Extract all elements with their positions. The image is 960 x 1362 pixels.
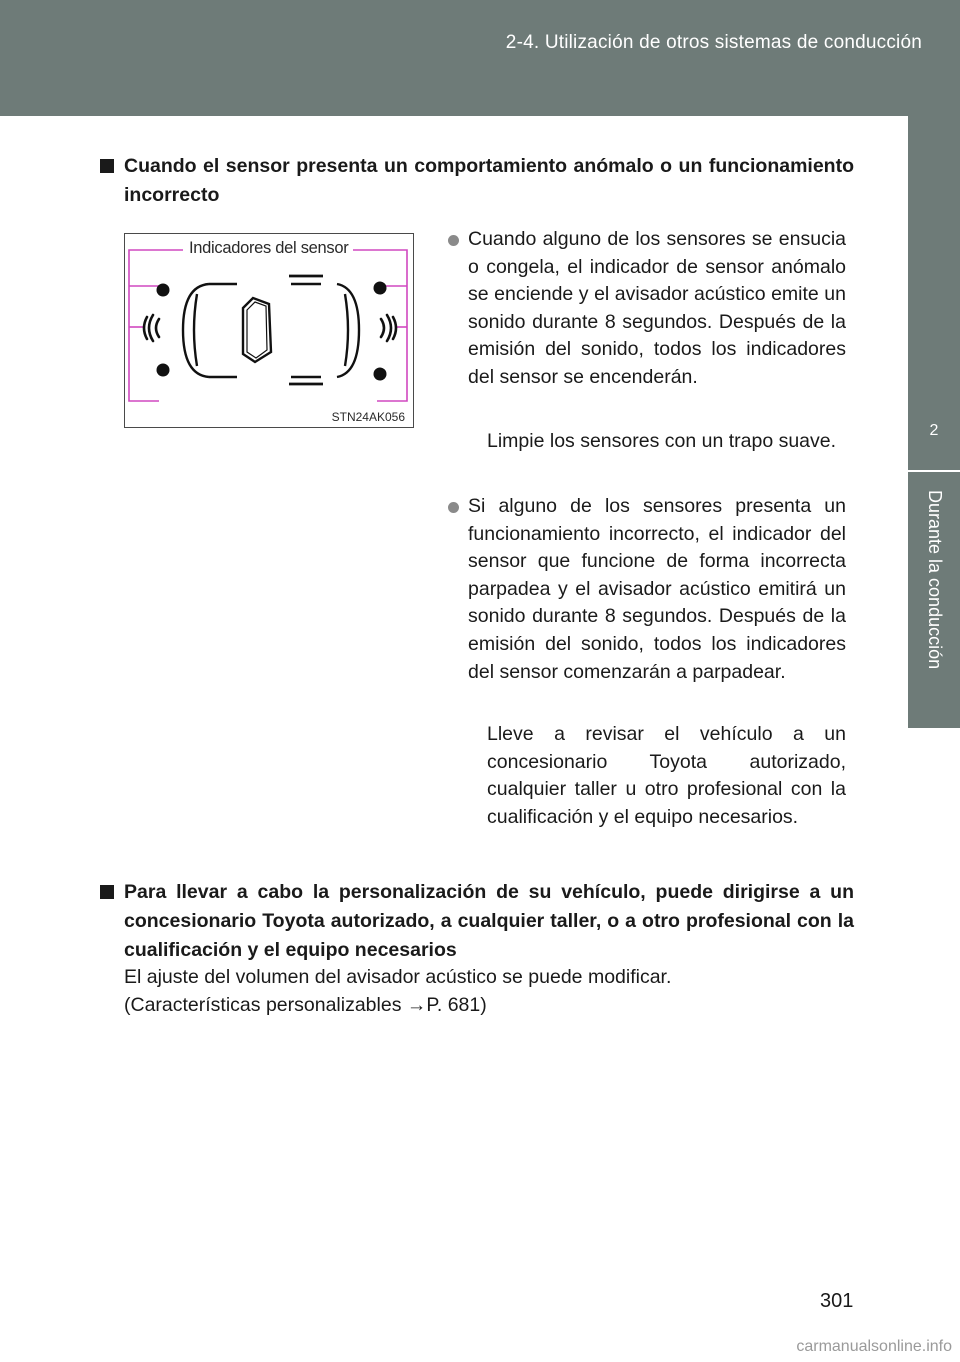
section-title: 2-4. Utilización de otros sistemas de conducción <box>505 32 922 53</box>
heading-sensor-malfunction <box>102 152 854 210</box>
chapter-title: Durante la conducción <box>925 490 945 670</box>
chapter-number: 2 <box>929 422 939 439</box>
watermark: carmanualsonline.info <box>796 1338 952 1355</box>
bullet-malfunction-sensor <box>468 493 846 686</box>
customization-paragraph <box>124 964 854 1019</box>
page-number: 301 <box>820 1290 854 1312</box>
heading-text: Cuando el sensor presenta un comportamiento anómalo o un funcionamiento incorrecto <box>124 155 854 206</box>
bullet-note-clean: Limpie los sensores con un trapo suave. <box>487 430 837 452</box>
round-bullet-icon <box>448 502 459 513</box>
heading-customization <box>102 878 854 965</box>
vehicle-diagram <box>125 234 415 429</box>
figure-code: STN24AK056 <box>331 410 405 424</box>
chapter-tab-divider <box>908 470 960 472</box>
heading-text: Para llevar a cabo la personalización de su vehículo, puede dirigirse a un concesionario Toyota autorizado, a cualquier taller, o a otro profesional con la cualificación y el equipo necesarios <box>124 881 854 961</box>
bullet-text: Cuando alguno de los sensores se ensucia o congela, el indicador de sensor anómalo se enciende y el avisador acústico emite un sonido durante 8 segundos. Después de la emisión del sonido, todos los indicadores del sensor se encenderán. <box>468 228 846 388</box>
figure-callout-label: Indicadores del sensor <box>186 239 351 258</box>
square-bullet-icon <box>100 159 114 173</box>
customization-line-2: (Características personalizables →P. 681) <box>124 993 487 1016</box>
square-bullet-icon <box>100 885 114 899</box>
round-bullet-icon <box>448 235 459 246</box>
sensor-indicator-figure <box>124 233 414 428</box>
bullet-note-dealer: Lleve a revisar el vehículo a un concesionario Toyota autorizado, cualquier taller u otro profesional con la cualificación y el equipo necesarios. <box>487 723 846 828</box>
customization-line-1: El ajuste del volumen del avisador acústico se puede modificar. <box>124 966 672 988</box>
bullet-dirty-sensor <box>468 226 846 392</box>
header-band <box>0 0 960 116</box>
bullet-text: Si alguno de los sensores presenta un funcionamiento incorrecto, el indicador del sensor que funcione de forma incorrecta parpadea y el avisador acústico emitirá un sonido durante 8 segundos. Después de la emisión del sonido, todos los indicadores del sensor comenzarán a parpadear. <box>468 495 846 683</box>
